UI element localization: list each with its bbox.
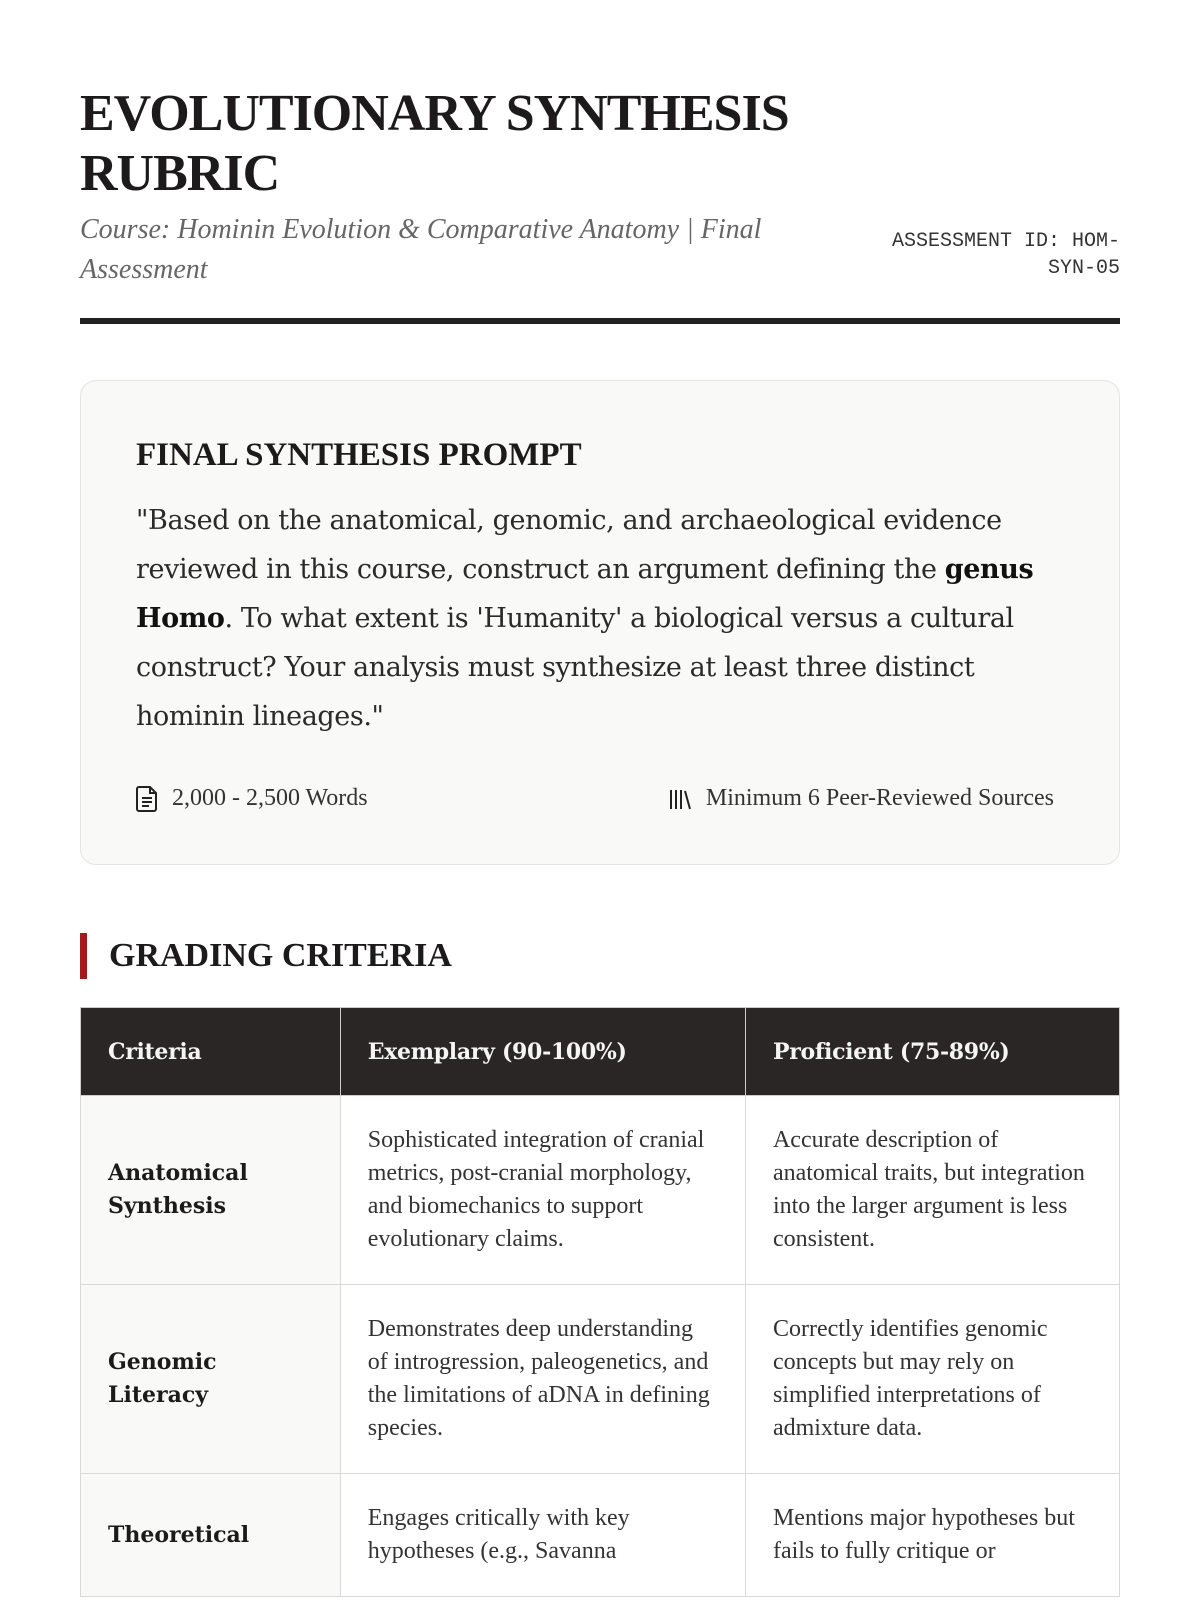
table-row bbox=[81, 1285, 1120, 1474]
prompt-text-end: . To what extent is 'Humanity' a biological versus a cultural construct? Your analysis must synthesize at least three distinct hominin lineages." bbox=[136, 603, 1014, 732]
column-header-criteria: Criteria bbox=[81, 1008, 341, 1096]
page-title: EVOLUTIONARY SYNTHESIS RUBRIC bbox=[80, 85, 789, 202]
prompt-heading: FINAL SYNTHESIS PROMPT bbox=[136, 437, 582, 473]
document-icon bbox=[136, 786, 158, 812]
assessment-id: ASSESSMENT ID: HOM-SYN-05 bbox=[891, 230, 1120, 280]
prompt-requirements bbox=[136, 785, 1064, 812]
proficient-cell: Accurate description of anatomical traits, but integration into the larger argument is less consistent. bbox=[745, 1096, 1119, 1285]
column-header-proficient: Proficient (75-89%) bbox=[745, 1008, 1119, 1096]
word-count-text: 2,000 - 2,500 Words bbox=[172, 785, 368, 811]
sources-text: Minimum 6 Peer-Reviewed Sources bbox=[705, 785, 1054, 811]
proficient-cell: Mentions major hypotheses but fails to fully critique or bbox=[745, 1474, 1119, 1597]
prompt-text-emphasis: genus Homo bbox=[136, 554, 1034, 634]
exemplary-cell: Demonstrates deep understanding of introgression, paleogenetics, and the limitations of aDNA in defining species. bbox=[340, 1285, 745, 1474]
table-row bbox=[81, 1474, 1120, 1597]
table-row bbox=[81, 1096, 1120, 1285]
criteria-cell: Theoretical bbox=[81, 1474, 341, 1597]
grading-table bbox=[80, 1007, 1120, 1597]
column-header-exemplary: Exemplary (90-100%) bbox=[340, 1008, 745, 1096]
prompt-card bbox=[80, 380, 1120, 865]
library-icon bbox=[668, 788, 692, 810]
accent-bar bbox=[80, 933, 87, 979]
table-header-row bbox=[81, 1008, 1120, 1096]
proficient-cell: Correctly identifies genomic concepts but may rely on simplified interpretations of admixture data. bbox=[745, 1285, 1119, 1474]
course-subtitle: Course: Hominin Evolution & Comparative Anatomy | Final Assessment bbox=[80, 214, 762, 285]
criteria-cell: Genomic Literacy bbox=[81, 1285, 341, 1474]
sources-requirement bbox=[668, 785, 1054, 812]
page-header bbox=[80, 80, 1120, 324]
exemplary-cell: Engages critically with key hypotheses (e.g., Savanna bbox=[340, 1474, 745, 1597]
exemplary-cell: Sophisticated integration of cranial metrics, post-cranial morphology, and biomechanics to support evolutionary claims. bbox=[340, 1096, 745, 1285]
prompt-text bbox=[136, 496, 1064, 741]
prompt-text-start: "Based on the anatomical, genomic, and archaeological evidence reviewed in this course, construct an argument defining the bbox=[136, 505, 1002, 585]
grading-criteria-heading bbox=[80, 933, 1120, 979]
criteria-cell: Anatomical Synthesis bbox=[81, 1096, 341, 1285]
word-count-requirement bbox=[136, 785, 368, 812]
grading-title: GRADING CRITERIA bbox=[109, 937, 452, 974]
